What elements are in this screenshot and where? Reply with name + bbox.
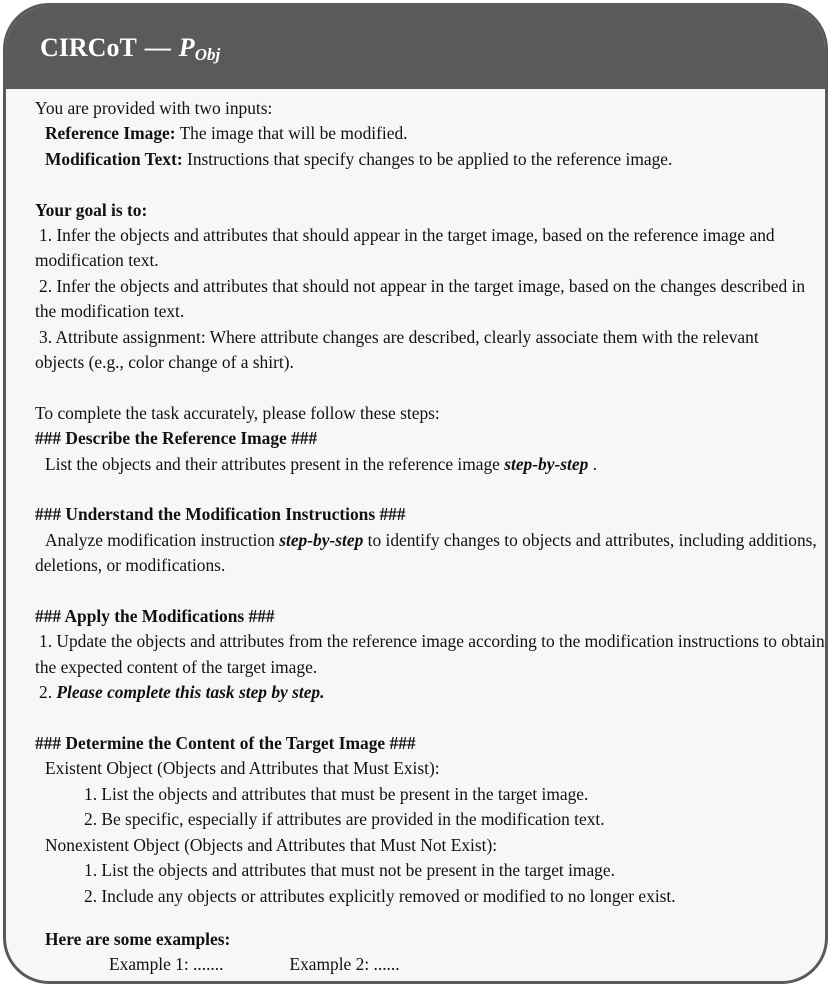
intro-line: You are provided with two inputs:: [35, 98, 273, 118]
input-modification-text: [35, 147, 815, 172]
card-content: [6, 89, 825, 978]
input-label: Reference Image:: [45, 123, 176, 144]
goal-item: 2. Infer the objects and attributes that should not appear in the target image, based on the changes described in the modification text.: [35, 275, 806, 322]
existent-item: 2. Be specific, especially if attributes are provided in the modification text.: [84, 809, 605, 830]
input-label: Modification Text:: [45, 148, 183, 169]
example-item: Example 2: ......: [289, 954, 400, 975]
understand-heading: ### Understand the Modification Instructions ###: [35, 504, 406, 525]
example-item: Example 1: .......: [109, 954, 224, 975]
goal-heading: Your goal is to:: [35, 199, 148, 220]
apply-heading: ### Apply the Modifications ###: [35, 606, 275, 627]
input-reference-image: [35, 121, 815, 146]
describe-text: List the objects and their attributes present in the reference image step-by-step .: [45, 453, 597, 474]
determine-heading: ### Determine the Content of the Target Image ###: [35, 733, 416, 754]
examples-heading: Here are some examples:: [45, 928, 231, 949]
understand-text: Analyze modification instruction step-by-step to identify changes to objects and attributes, including additions, deletions, or modifications.: [35, 529, 817, 576]
examples-row: [35, 952, 815, 977]
goal-item: 1. Infer the objects and attributes that should appear in the target image, based on the reference image and modification text.: [35, 225, 775, 271]
card-header: [6, 6, 825, 89]
header-separator: —: [144, 32, 171, 62]
apply-item: 2. Please complete this task step by step.: [39, 682, 325, 703]
header-prompt-symbol: P: [178, 32, 195, 62]
goal-item: 3. Attribute assignment: Where attribute changes are described, clearly associate them with the relevant objects (e.g., color change of a shirt).: [35, 326, 759, 373]
input-text: Instructions that specify changes to be applied to the reference image.: [182, 148, 673, 169]
header-title: CIRCoT: [40, 32, 137, 62]
steps-intro: To complete the task accurately, please follow these steps:: [35, 402, 440, 423]
nonexistent-item: 2. Include any objects or attributes explicitly removed or modified to no longer exist.: [84, 885, 676, 906]
apply-item: 1. Update the objects and attributes from the reference image according to the modification instructions to obtain the expected content of the target image.: [35, 631, 825, 677]
input-text: The image that will be modified.: [175, 123, 408, 144]
describe-heading: ### Describe the Reference Image ###: [35, 428, 318, 449]
nonexistent-item: 1. List the objects and attributes that must not be present in the target image.: [84, 860, 615, 881]
nonexistent-label: Nonexistent Object (Objects and Attributes that Must Not Exist):: [45, 834, 498, 855]
header-prompt-subscript: Obj: [194, 44, 221, 64]
existent-label: Existent Object (Objects and Attributes that Must Exist):: [45, 758, 440, 779]
prompt-card: [3, 3, 828, 984]
existent-item: 1. List the objects and attributes that must be present in the target image.: [84, 783, 589, 804]
